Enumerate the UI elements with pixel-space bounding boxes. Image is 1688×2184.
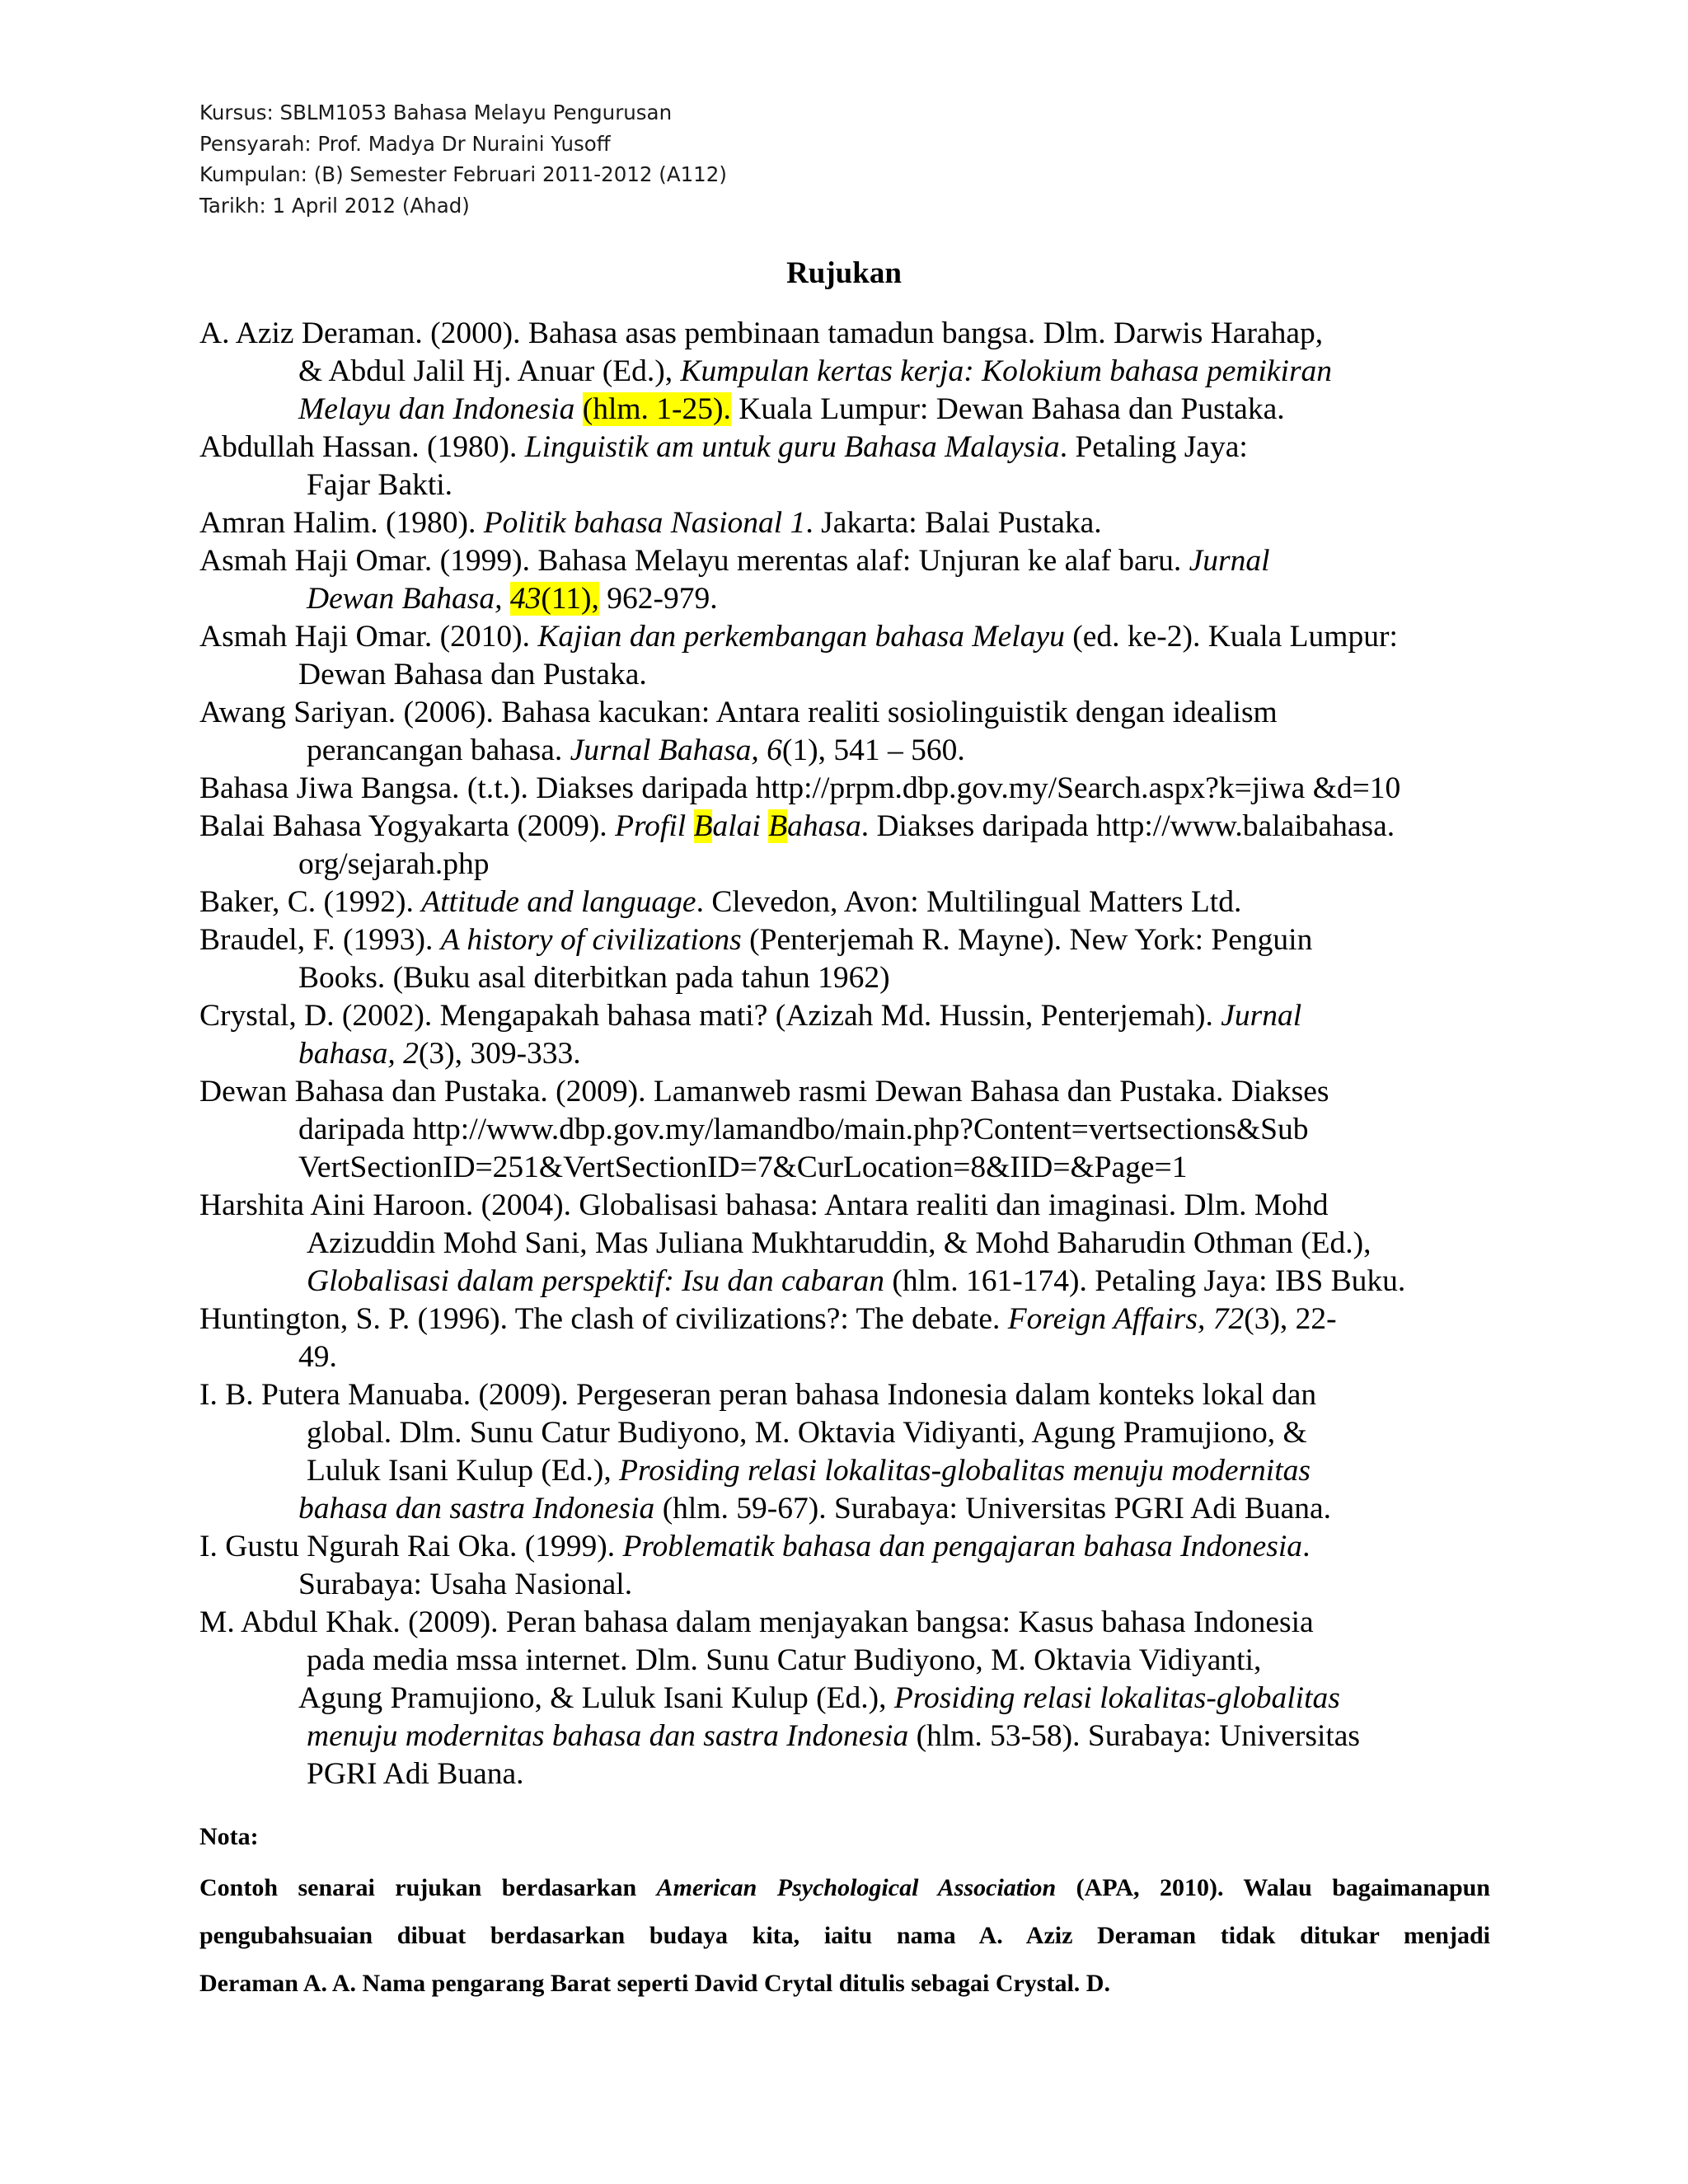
reference-entry	[199, 808, 1518, 883]
highlighted-text: (11),	[541, 582, 599, 616]
ref-line: I. Gustu Ngurah Rai Oka. (1999). Problematik bahasa dan pengajaran bahasa Indonesia.	[199, 1530, 1311, 1563]
note-paragraph	[199, 1864, 1490, 2008]
ref-line: Asmah Haji Omar. (2010). Kajian dan perkembangan bahasa Melayu (ed. ke-2). Kuala Lumpur:	[199, 620, 1398, 654]
ref-line: Books. (Buku asal diterbitkan pada tahun 1962)	[298, 961, 890, 995]
ref-line: Asmah Haji Omar. (1999). Bahasa Melayu merentas alaf: Unjuran ke alaf baru. Jurnal	[199, 544, 1270, 578]
reference-entry	[199, 1073, 1518, 1187]
ref-line: Abdullah Hassan. (1980). Linguistik am untuk guru Bahasa Malaysia. Petaling Jaya:	[199, 430, 1248, 464]
ref-line: Baker, C. (1992). Attitude and language. Clevedon, Avon: Multilingual Matters Ltd.	[199, 885, 1242, 919]
course-header	[199, 97, 727, 221]
ref-line: Awang Sariyan. (2006). Bahasa kacukan: Antara realiti sosiolinguistik dengan idealism	[199, 696, 1278, 729]
ref-line: 49.	[298, 1340, 337, 1374]
reference-entry	[199, 1301, 1518, 1376]
ref-line: VertSectionID=251&VertSectionID=7&CurLocation=8&IID=&Page=1	[298, 1151, 1188, 1184]
ref-line: Fajar Bakti.	[307, 468, 453, 502]
ref-line: Surabaya: Usaha Nasional.	[298, 1568, 633, 1601]
reference-entry	[199, 883, 1518, 921]
ref-line: pada media mssa internet. Dlm. Sunu Catur Budiyono, M. Oktavia Vidiyanti,	[307, 1643, 1262, 1677]
date-line: Tarikh: 1 April 2012 (Ahad)	[199, 193, 470, 218]
ref-line: bahasa dan sastra Indonesia (hlm. 59-67). Surabaya: Universitas PGRI Adi Buana.	[298, 1492, 1332, 1526]
ref-line: Azizuddin Mohd Sani, Mas Juliana Mukhtaruddin, & Mohd Baharudin Othman (Ed.),	[307, 1226, 1372, 1260]
ref-line: Harshita Aini Haroon. (2004). Globalisasi bahasa: Antara realiti dan imaginasi. Dlm. Mohd	[199, 1188, 1329, 1222]
note-line: pengubahsuaian dibuat berdasarkan budaya kita, iaitu nama A. Aziz Deraman tidak ditukar menjadi	[199, 1922, 1490, 1949]
reference-entry	[199, 997, 1518, 1073]
ref-line: Crystal, D. (2002). Mengapakah bahasa mati? (Azizah Md. Hussin, Penterjemah). Jurnal	[199, 999, 1302, 1033]
ref-line: Dewan Bahasa dan Pustaka. (2009). Lamanweb rasmi Dewan Bahasa dan Pustaka. Diakses	[199, 1075, 1329, 1108]
ref-line: perancangan bahasa. Jurnal Bahasa, 6(1), 541 – 560.	[307, 733, 965, 767]
reference-entry	[199, 770, 1518, 808]
reference-entry	[199, 1604, 1518, 1793]
note-line: Deraman A. A. Nama pengarang Barat seperti David Crytal ditulis sebagai Crystal. D.	[199, 1970, 1110, 1997]
ref-line: daripada http://www.dbp.gov.my/lamandbo/main.php?Content=vertsections&Sub	[298, 1113, 1309, 1146]
reference-entry	[199, 429, 1518, 504]
ref-line: Agung Pramujiono, & Luluk Isani Kulup (Ed.), Prosiding relasi lokalitas-globalitas	[298, 1681, 1340, 1715]
ref-line: Dewan Bahasa dan Pustaka.	[298, 658, 647, 691]
ref-line: & Abdul Jalil Hj. Anuar (Ed.), Kumpulan kertas kerja: Kolokium bahasa pemikiran	[298, 354, 1333, 388]
ref-line: M. Abdul Khak. (2009). Peran bahasa dalam menjayakan bangsa: Kasus bahasa Indonesia	[199, 1605, 1314, 1639]
ref-line: Bahasa Jiwa Bangsa. (t.t.). Diakses daripada http://prpm.dbp.gov.my/Search.aspx?k=jiwa &d=10	[199, 771, 1401, 805]
lecturer-line: Pensyarah: Prof. Madya Dr Nuraini Yusoff	[199, 131, 611, 156]
ref-line: Globalisasi dalam perspektif: Isu dan cabaran (hlm. 161-174). Petaling Jaya: IBS Buku.	[307, 1264, 1406, 1298]
ref-line: PGRI Adi Buana.	[307, 1757, 524, 1791]
ref-line: menuju modernitas bahasa dan sastra Indonesia (hlm. 53-58). Surabaya: Universitas	[307, 1719, 1361, 1753]
ref-line: org/sejarah.php	[298, 847, 490, 881]
group-line: Kumpulan: (B) Semester Februari 2011-2012 (A112)	[199, 162, 727, 186]
reference-entry	[199, 542, 1518, 618]
course-line: Kursus: SBLM1053 Bahasa Melayu Pengurusan	[199, 101, 673, 124]
reference-entry	[199, 504, 1518, 542]
ref-line: Balai Bahasa Yogyakarta (2009). Profil Balai Bahasa. Diakses daripada http://www.balaibahasa.	[199, 809, 1395, 843]
reference-list	[199, 315, 1518, 1793]
ref-line: bahasa, 2(3), 309-333.	[298, 1037, 581, 1071]
highlighted-text: (hlm. 1-25).	[582, 392, 731, 426]
reference-entry	[199, 1376, 1518, 1528]
ref-line: Melayu dan Indonesia (hlm. 1-25). Kuala Lumpur: Dewan Bahasa dan Pustaka.	[298, 392, 1285, 426]
note-line: Contoh senarai rujukan berdasarkan American Psychological Association (APA, 2010). Walau bagaimanapun	[199, 1874, 1490, 1901]
ref-line: Braudel, F. (1993). A history of civilizations (Penterjemah R. Mayne). New York: Penguin	[199, 923, 1313, 957]
page-title: Rujukan	[786, 256, 902, 290]
reference-entry	[199, 694, 1518, 770]
ref-line: I. B. Putera Manuaba. (2009). Pergeseran peran bahasa Indonesia dalam konteks lokal dan	[199, 1378, 1317, 1412]
ref-line: Amran Halim. (1980). Politik bahasa Nasional 1. Jakarta: Balai Pustaka.	[199, 506, 1102, 540]
highlighted-text: 43	[509, 582, 542, 616]
ref-line: Luluk Isani Kulup (Ed.), Prosiding relasi lokalitas-globalitas menuju modernitas	[307, 1454, 1311, 1488]
highlighted-text: B	[768, 809, 788, 843]
ref-line: Huntington, S. P. (1996). The clash of civilizations?: The debate. Foreign Affairs, 72(3), 22-	[199, 1302, 1337, 1336]
note-heading: Nota:	[199, 1823, 259, 1850]
ref-line: Dewan Bahasa, 43(11), 962-979.	[307, 582, 718, 616]
reference-entry	[199, 921, 1518, 997]
reference-entry	[199, 315, 1518, 429]
reference-entry	[199, 1187, 1518, 1301]
ref-line: global. Dlm. Sunu Catur Budiyono, M. Oktavia Vidiyanti, Agung Pramujiono, &	[307, 1416, 1307, 1450]
highlighted-text: B	[693, 809, 713, 843]
ref-line: A. Aziz Deraman. (2000). Bahasa asas pembinaan tamadun bangsa. Dlm. Darwis Harahap,	[199, 316, 1324, 350]
reference-entry	[199, 618, 1518, 694]
reference-entry	[199, 1528, 1518, 1604]
